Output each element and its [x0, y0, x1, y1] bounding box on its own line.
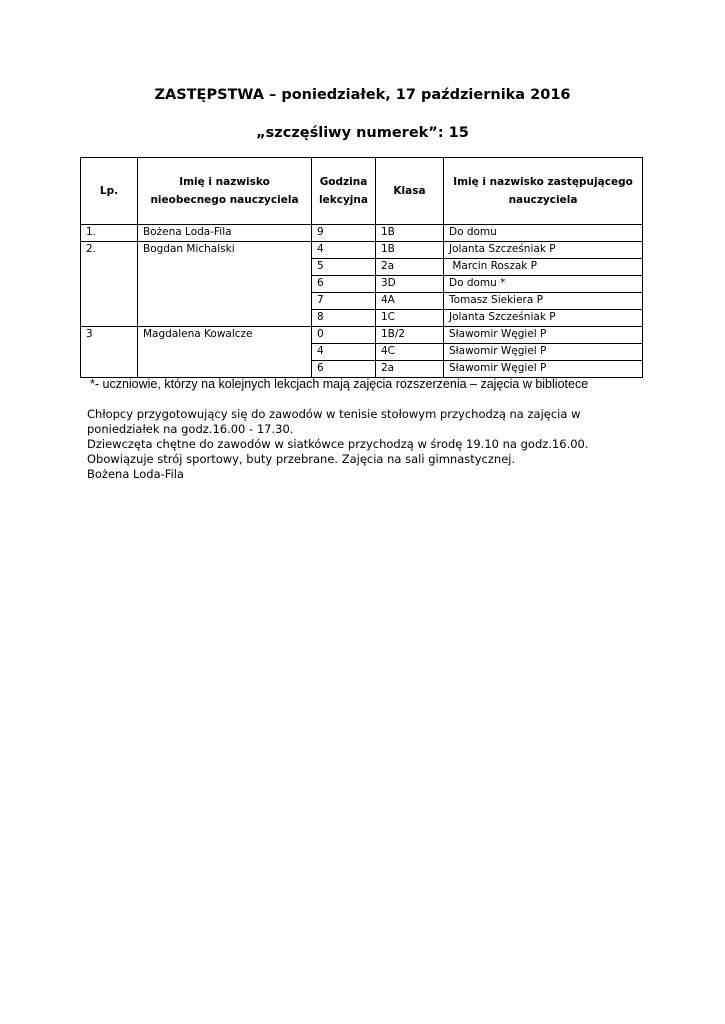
- cell-class: 3D: [376, 276, 444, 293]
- cell-substitute: Jolanta Szcześniak P: [444, 242, 643, 259]
- cell-hour: 8: [312, 310, 376, 327]
- signature-line: Bożena Loda-Fila: [87, 467, 184, 481]
- cell-absent-teacher: Bogdan Michalski: [138, 242, 312, 327]
- cell-absent-teacher: Magdalena Kowalcze: [138, 327, 312, 378]
- table-row: [81, 327, 643, 344]
- cell-substitute: Sławomir Węgiel P: [444, 327, 643, 344]
- cell-hour: 5: [312, 259, 376, 276]
- cell-absent-teacher: Bożena Loda-Fila: [138, 225, 312, 242]
- cell-class: 1B/2: [376, 327, 444, 344]
- cell-hour: 6: [312, 276, 376, 293]
- cell-lp: 1.: [81, 225, 138, 242]
- cell-substitute: Do domu: [444, 225, 643, 242]
- cell-class: 2a: [376, 259, 444, 276]
- paragraph-line: Dziewczęta chętne do zawodów w siatkówce przychodzą w środę 19.10 na godz.16.00.: [87, 437, 589, 451]
- cell-hour: 9: [312, 225, 376, 242]
- paragraph-line: Chłopcy przygotowujący się do zawodów w tenisie stołowym przychodzą na zajęcia w: [87, 407, 581, 421]
- cell-substitute: Jolanta Szcześniak P: [444, 310, 643, 327]
- substitutions-table: [80, 157, 643, 378]
- cell-class: 1B: [376, 242, 444, 259]
- cell-class: 4C: [376, 344, 444, 361]
- cell-hour: 7: [312, 293, 376, 310]
- table-row: [81, 242, 643, 259]
- paragraph-line: Obowiązuje strój sportowy, buty przebrane. Zajęcia na sali gimnastycznej.: [87, 452, 516, 466]
- cell-hour: 0: [312, 327, 376, 344]
- header-substitute-teacher: Imię i nazwisko zastępującego nauczyciela: [444, 158, 643, 225]
- cell-class: 4A: [376, 293, 444, 310]
- table-header-row: [81, 158, 643, 225]
- footnote: *- uczniowie, którzy na kolejnych lekcjach mają zajęcia rozszerzenia – zajęcia w bibliotece: [90, 377, 589, 391]
- cell-lp: 2.: [81, 242, 138, 327]
- cell-substitute: Sławomir Węgiel P: [444, 361, 643, 378]
- cell-class: 2a: [376, 361, 444, 378]
- lucky-number-subtitle: „szczęśliwy numerek”: 15: [256, 125, 469, 141]
- cell-hour: 6: [312, 361, 376, 378]
- cell-substitute: Do domu *: [444, 276, 643, 293]
- header-lesson-hour: Godzina lekcyjna: [312, 158, 376, 225]
- header-absent-teacher: Imię i nazwisko nieobecnego nauczyciela: [138, 158, 312, 225]
- document-title: ZASTĘPSTWA – poniedziałek, 17 października 2016: [154, 87, 571, 103]
- cell-substitute: Sławomir Węgiel P: [444, 344, 643, 361]
- cell-hour: 4: [312, 344, 376, 361]
- cell-lp: 3: [81, 327, 138, 378]
- announcement-paragraph: [87, 407, 647, 482]
- cell-class: 1B: [376, 225, 444, 242]
- header-lp: Lp.: [81, 158, 138, 225]
- paragraph-line: poniedziałek na godz.16.00 - 17.30.: [87, 422, 294, 436]
- table-row: [81, 225, 643, 242]
- cell-hour: 4: [312, 242, 376, 259]
- header-class: Klasa: [376, 158, 444, 225]
- cell-class: 1C: [376, 310, 444, 327]
- cell-substitute: Marcin Roszak P: [444, 259, 643, 276]
- cell-substitute: Tomasz Siekiera P: [444, 293, 643, 310]
